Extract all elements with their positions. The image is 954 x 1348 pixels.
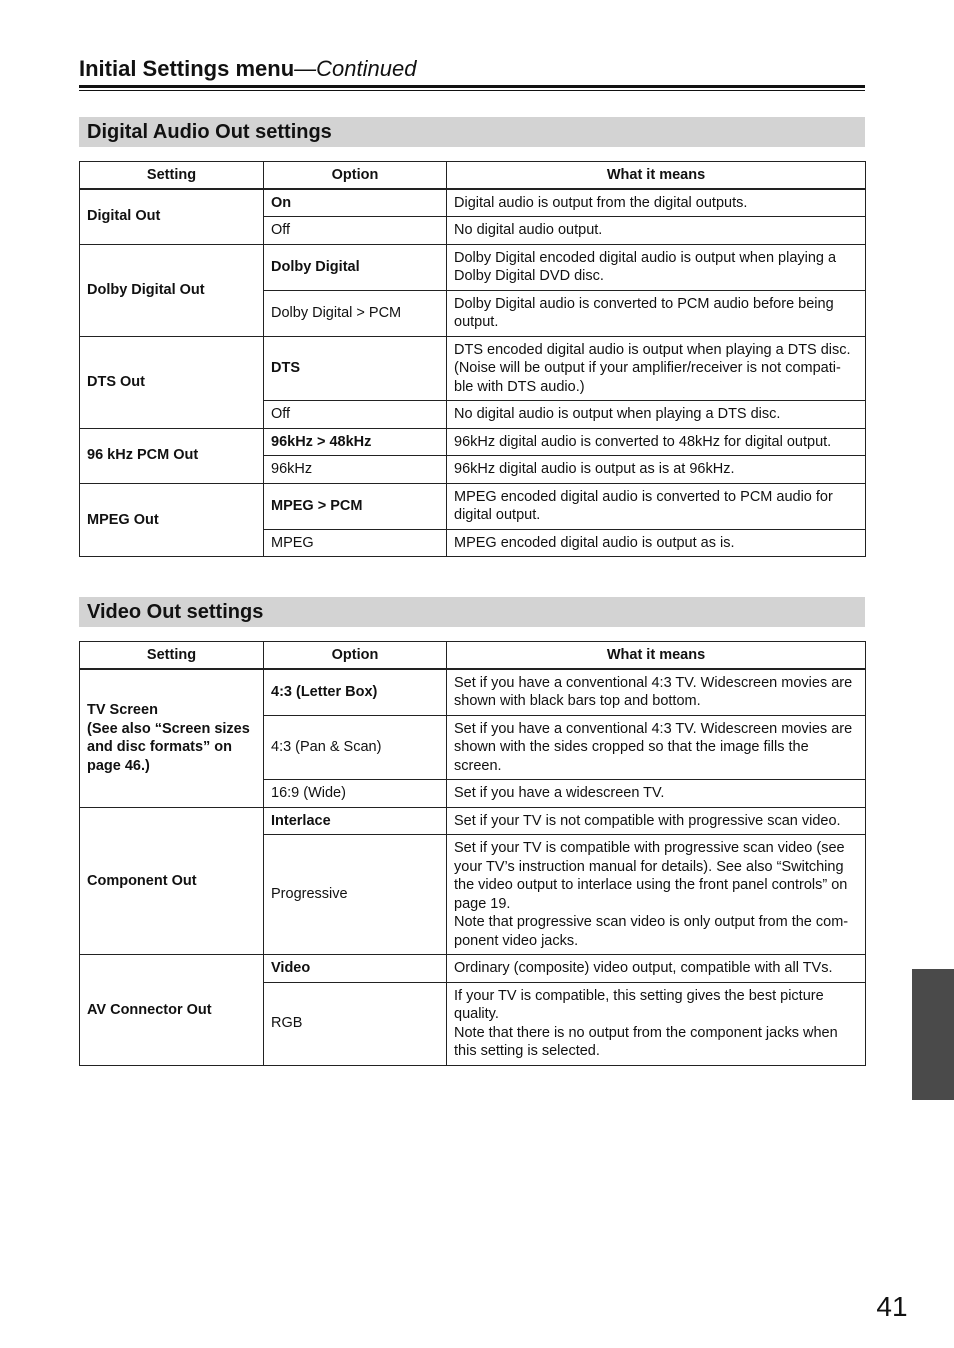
table-row bbox=[80, 336, 866, 401]
setting-name: 96 kHz PCM Out bbox=[80, 428, 264, 483]
option-meaning: MPEG encoded digital audio is converted to PCM audio for digital output. bbox=[447, 483, 866, 529]
table-row bbox=[80, 669, 866, 716]
page-header bbox=[79, 55, 865, 83]
option-value: RGB bbox=[264, 982, 447, 1065]
option-meaning: 96kHz digital audio is output as is at 96kHz. bbox=[447, 456, 866, 484]
column-header-option: Option bbox=[264, 162, 447, 189]
option-meaning: 96kHz digital audio is converted to 48kHz for digital output. bbox=[447, 428, 866, 456]
option-meaning: Digital audio is output from the digital outputs. bbox=[447, 189, 866, 217]
option-meaning: Set if you have a conventional 4:3 TV. Widescreen movies are shown with black bars top and bottom. bbox=[447, 669, 866, 716]
column-header-setting: Setting bbox=[80, 162, 264, 189]
setting-name: Digital Out bbox=[80, 189, 264, 245]
option-meaning: No digital audio output. bbox=[447, 217, 866, 245]
option-value: 16:9 (Wide) bbox=[264, 780, 447, 808]
setting-name: AV Connector Out bbox=[80, 955, 264, 1066]
option-meaning: No digital audio is output when playing a DTS disc. bbox=[447, 401, 866, 429]
section-title-video-out: Video Out settings bbox=[79, 597, 865, 627]
digital-audio-settings-table bbox=[79, 161, 866, 557]
column-header-option: Option bbox=[264, 642, 447, 669]
option-meaning: Dolby Digital audio is converted to PCM audio before being output. bbox=[447, 290, 866, 336]
page-number: 41 bbox=[876, 1291, 908, 1322]
option-value-default: MPEG > PCM bbox=[264, 483, 447, 529]
setting-name: Component Out bbox=[80, 807, 264, 955]
table-row bbox=[80, 807, 866, 835]
setting-name: Dolby Digital Out bbox=[80, 244, 264, 336]
table-header-row bbox=[80, 162, 866, 189]
setting-name: MPEG Out bbox=[80, 483, 264, 557]
option-meaning: Dolby Digital encoded digital audio is output when playing a Dolby Digital DVD disc. bbox=[447, 244, 866, 290]
option-meaning: Set if your TV is compatible with progressive scan video (see your TV’s instruction manual for details). See also “Switching the video output to interlace using the front panel controls” on page 19. Note that progressive scan video is only output from the com-ponent video jacks. bbox=[447, 835, 866, 955]
option-value: Dolby Digital > PCM bbox=[264, 290, 447, 336]
option-value: Off bbox=[264, 401, 447, 429]
table-row bbox=[80, 189, 866, 217]
option-meaning: DTS encoded digital audio is output when playing a DTS disc. (Noise will be output if your amplifier/receiver is not compati-ble with DTS audio.) bbox=[447, 336, 866, 401]
side-tab-marker bbox=[912, 969, 954, 1100]
option-value-default: 96kHz > 48kHz bbox=[264, 428, 447, 456]
option-meaning: Set if you have a widescreen TV. bbox=[447, 780, 866, 808]
table-row bbox=[80, 428, 866, 456]
setting-name: DTS Out bbox=[80, 336, 264, 428]
option-meaning: Set if your TV is not compatible with progressive scan video. bbox=[447, 807, 866, 835]
column-header-setting: Setting bbox=[80, 642, 264, 669]
option-value: MPEG bbox=[264, 529, 447, 557]
option-meaning: If your TV is compatible, this setting gives the best picture quality. Note that there is no output from the component jacks when this setting is selected. bbox=[447, 982, 866, 1065]
section-title-digital-audio: Digital Audio Out settings bbox=[79, 117, 865, 147]
continued-label: —Continued bbox=[294, 56, 417, 81]
option-value: Off bbox=[264, 217, 447, 245]
header-rule-thick bbox=[79, 85, 865, 88]
table-row bbox=[80, 955, 866, 983]
column-header-meaning: What it means bbox=[447, 642, 866, 669]
option-value-default: Interlace bbox=[264, 807, 447, 835]
option-value-default: On bbox=[264, 189, 447, 217]
header-rule-thin bbox=[79, 90, 865, 91]
option-value: 96kHz bbox=[264, 456, 447, 484]
option-meaning: MPEG encoded digital audio is output as is. bbox=[447, 529, 866, 557]
table-header-row bbox=[80, 642, 866, 669]
video-out-settings-table bbox=[79, 641, 866, 1066]
option-value-default: Video bbox=[264, 955, 447, 983]
page-title: Initial Settings menu bbox=[79, 56, 295, 81]
option-value-default: Dolby Digital bbox=[264, 244, 447, 290]
option-meaning: Set if you have a conventional 4:3 TV. Widescreen movies are shown with the sides cropped so that the image fills the screen. bbox=[447, 715, 866, 780]
option-meaning: Ordinary (composite) video output, compatible with all TVs. bbox=[447, 955, 866, 983]
table-row bbox=[80, 244, 866, 290]
option-value: Progressive bbox=[264, 835, 447, 955]
option-value: 4:3 (Pan & Scan) bbox=[264, 715, 447, 780]
option-value-default: DTS bbox=[264, 336, 447, 401]
setting-name: TV Screen (See also “Screen sizes and disc formats” on page 46.) bbox=[80, 669, 264, 808]
option-value-default: 4:3 (Letter Box) bbox=[264, 669, 447, 716]
table-row bbox=[80, 483, 866, 529]
column-header-meaning: What it means bbox=[447, 162, 866, 189]
